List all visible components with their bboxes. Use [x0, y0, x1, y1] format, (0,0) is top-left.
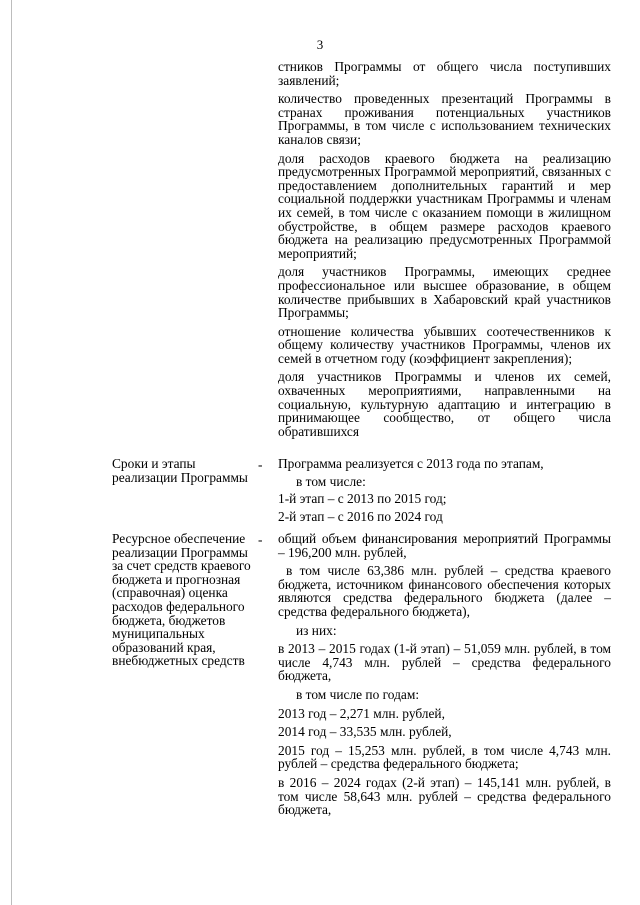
- resources-line: в 2016 – 2024 годах (2-й этап) – 145,141 млн. рублей, в том числе 58,643 млн. рублей – средства федерального бюджета,: [278, 774, 611, 818]
- resources-line: в том числе по годам:: [296, 686, 420, 702]
- resources-line: в том числе 63,386 млн. рублей – средства краевого бюджета, источником финансового обеспечения которых являются средства федерального бюджета (далее – средства федерального бюджета),: [278, 563, 611, 619]
- resources-dash: -: [258, 532, 263, 547]
- stages-line: в том числе:: [296, 473, 366, 489]
- indicator-paragraph: количество проведенных презентаций Программы в странах проживания потенциальных участников Программы, в том числе с использованием технических каналов связи;: [278, 91, 611, 147]
- page-number: 3: [316, 37, 324, 52]
- resources-line: 2015 год – 15,253 млн. рублей, в том числе 4,743 млн. рублей – средства федерального бюджета;: [278, 742, 611, 772]
- stages-content: [278, 457, 611, 527]
- resources-line: из них:: [296, 622, 337, 638]
- resources-line: общий объем финансирования мероприятий Программы – 196,200 млн. рублей,: [278, 531, 611, 560]
- resources-line: 2013 год – 2,271 млн. рублей,: [278, 705, 445, 721]
- resources-line: в 2013 – 2015 годах (1-й этап) – 51,059 млн. рублей, в том числе 4,743 млн. рублей – средства федерального бюджета,: [278, 641, 611, 684]
- indicator-paragraph: стников Программы от общего числа поступивших заявлений;: [278, 59, 611, 88]
- indicator-paragraph: отношение количества убывших соотечественников к общему количеству участников Программы, членов их семей в отчетном году (коэффициент закрепления);: [278, 323, 611, 366]
- scan-edge-line: [11, 0, 12, 905]
- stages-dash: -: [258, 457, 263, 472]
- indicator-paragraph: доля участников Программы, имеющих среднее профессиональное или высшее образование, в общем количестве прибывших в Хабаровский край участников Программы;: [278, 264, 611, 321]
- resources-line: 2014 год – 33,535 млн. рублей,: [278, 724, 452, 740]
- stages-line: Программа реализуется с 2013 года по этапам,: [278, 456, 544, 471]
- stages-line: 2-й этап – с 2016 по 2024 год: [278, 508, 443, 524]
- resources-label: Ресурсное обеспечение реализации Программы за счет средств краевого бюджета и прогнозная (справочная) оценка расходов федерального бюджета, бюджетов муниципальных образований края, внебюджетных средств: [112, 531, 251, 669]
- indicators-list: [278, 60, 611, 443]
- stages-line: 1-й этап – с 2013 по 2015 год;: [278, 491, 447, 507]
- indicator-paragraph: доля расходов краевого бюджета на реализацию предусмотренных Программой мероприятий, связанных с предоставлением дополнительных гарантий и мер социальной поддержки участникам Программы и членам их семей, в том числе с оказанием помощи в жилищном обустройстве, в общем размере расходов краевого бюджета на реализацию предусмотренных Программой мероприятий;: [278, 150, 611, 261]
- stages-label: Сроки и этапы реализации Программы: [112, 456, 248, 485]
- resources-content: [278, 532, 611, 822]
- indicator-paragraph: доля участников Программы и членов их семей, охваченных мероприятиями, направленными на социальную, культурную адаптацию и интеграцию в принимающее сообщество, от общего числа обратившихся: [278, 369, 611, 439]
